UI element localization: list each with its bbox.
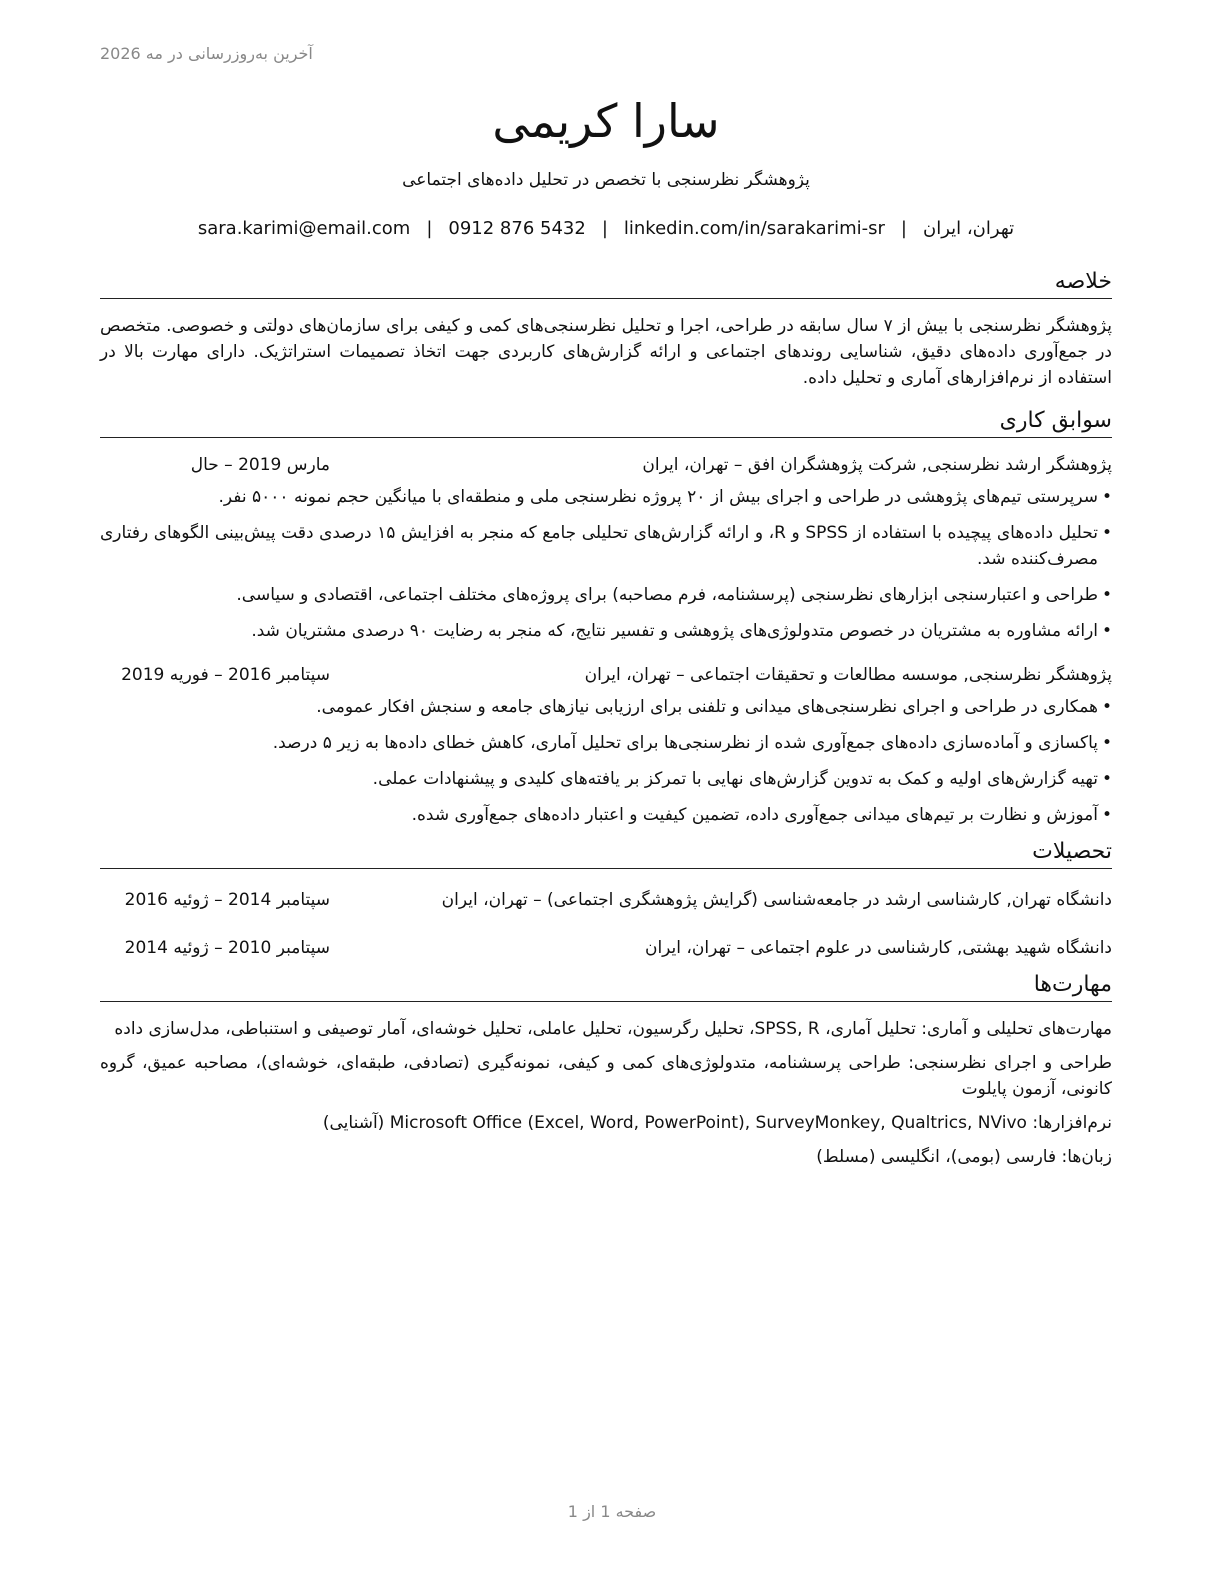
job-bullet: • پاکسازی و آماده‌سازی داده‌های جمع‌آوری شده از نظرسنجی‌ها برای تحلیل آماری، کاهش خطای داده‌ها به زیر ۵ درصد. <box>100 730 1112 756</box>
education-entry <box>100 935 1112 961</box>
professional-tagline: پژوهشگر نظرسنجی با تخصص در تحلیل داده‌های اجتماعی <box>402 170 810 190</box>
job-bullet: • سرپرستی تیم‌های پژوهشی در طراحی و اجرای بیش از ۲۰ پروژه نظرسنجی ملی و منطقه‌ای با میانگین حجم نمونه ۵۰۰۰ نفر. <box>100 484 1112 510</box>
contact-linkedin-link[interactable]: linkedin.com/in/sarakarimi-sr <box>623 218 885 239</box>
contact-phone: 0912 876 5432 <box>448 218 586 239</box>
job-entry <box>100 662 1112 828</box>
skill-line: نرم‌افزارها: Microsoft Office (Excel, Word, PowerPoint), SurveyMonkey, Qualtrics, NVivo (آشنایی) <box>322 1113 1112 1133</box>
summary-text: پژوهشگر نظرسنجی با بیش از ۷ سال سابقه در طراحی، اجرا و تحلیل نظرسنجی‌های کمی و کیفی برای سازمان‌های دولتی و خصوصی. متخصص در جمع‌آوری داده‌های دقیق، شناسایی روندهای اجتماعی و ارائه گزارش‌های کاربردی جهت اتخاذ تصمیمات استراتژیک. دارای مهارت بالا در استفاده از نرم‌افزارهای آماری و تحلیل داده. <box>100 316 1112 388</box>
summary-section-title: خلاصه <box>100 268 1112 299</box>
job-dates: مارس 2019 – حال <box>190 455 330 475</box>
job-header <box>100 452 1112 478</box>
job-bullet: • همکاری در طراحی و اجرای نظرسنجی‌های میدانی و تلفنی برای ارزیابی نیازهای جامعه و سنجش افکار عمومی. <box>100 694 1112 720</box>
education-section-title: تحصیلات <box>100 838 1112 869</box>
last-updated-note: آخرین به‌روزرسانی در مه 2026 <box>100 44 313 63</box>
job-bullet: • آموزش و نظارت بر تیم‌های میدانی جمع‌آوری داده، تضمین کیفیت و اعتبار داده‌های جمع‌آوری شده. <box>100 802 1112 828</box>
job-bullet: • طراحی و اعتبارسنجی ابزارهای نظرسنجی (پرسشنامه، فرم مصاحبه) برای پروژه‌های مختلف اجتماعی، اقتصادی و سیاسی. <box>100 582 1112 608</box>
job-bullet: • ارائه مشاوره به مشتریان در خصوص متدولوژی‌های پژوهشی و تفسیر نتایج، که منجر به رضایت ۹۰ درصدی مشتریان شد. <box>100 618 1112 644</box>
contact-separator: | <box>601 218 608 239</box>
experience-section-title: سوابق کاری <box>100 407 1112 438</box>
job-bullet: • تهیه گزارش‌های اولیه و کمک به تدوین گزارش‌های نهایی با تمرکز بر یافته‌های کلیدی و پیشنهادات عملی. <box>100 766 1112 792</box>
skills-section-title: مهارت‌ها <box>100 971 1112 1002</box>
contact-separator: | <box>900 218 907 239</box>
job-bullets <box>100 484 1112 644</box>
skill-line: مهارت‌های تحلیلی و آماری: تحلیل آماری، SPSS, R، تحلیل رگرسیون، تحلیل عاملی، تحلیل خوشه‌ای، آمار توصیفی و استنباطی، مدل‌سازی داده <box>114 1019 1112 1039</box>
job-header <box>100 662 1112 688</box>
contact-email-link[interactable]: sara.karimi@email.com <box>197 218 411 239</box>
contact-separator: | <box>426 218 433 239</box>
education-dates: سپتامبر 2010 – ژوئیه 2014 <box>124 938 330 958</box>
contact-line <box>100 216 1112 242</box>
education-dates: سپتامبر 2014 – ژوئیه 2016 <box>124 890 330 910</box>
skill-line: زبان‌ها: فارسی (بومی)، انگلیسی (مسلط) <box>816 1147 1112 1167</box>
person-name: سارا کریمی <box>492 94 720 148</box>
job-title: پژوهشگر نظرسنجی, موسسه مطالعات و تحقیقات اجتماعی – تهران، ایران <box>584 665 1112 685</box>
job-bullets <box>100 694 1112 828</box>
education-degree: دانشگاه تهران, کارشناسی ارشد در جامعه‌شناسی (گرایش پژوهشگری اجتماعی) – تهران، ایران <box>441 890 1112 910</box>
job-entry <box>100 452 1112 644</box>
skill-line: طراحی و اجرای نظرسنجی: طراحی پرسشنامه، متدولوژی‌های کمی و کیفی، نمونه‌گیری (تصادفی، طبقه‌ای، خوشه‌ای)، مصاحبه عمیق، گروه کانونی، آزمون پایلوت <box>100 1053 1112 1099</box>
education-entry <box>100 887 1112 913</box>
job-bullet: • تحلیل داده‌های پیچیده با استفاده از SPSS و R، و ارائه گزارش‌های تحلیلی جامع که منجر به افزایش ۱۵ درصدی دقت پیش‌بینی الگوهای رفتاری مصرف‌کننده شد. <box>100 520 1112 572</box>
resume-content <box>100 92 1112 1170</box>
job-title: پژوهشگر ارشد نظرسنجی, شرکت پژوهشگران افق – تهران، ایران <box>642 455 1112 475</box>
job-dates: سپتامبر 2016 – فوریه 2019 <box>121 665 330 685</box>
page-number: صفحه 1 از 1 <box>567 1502 657 1521</box>
contact-location: تهران، ایران <box>922 218 1015 239</box>
education-degree: دانشگاه شهید بهشتی, کارشناسی در علوم اجتماعی – تهران، ایران <box>644 938 1112 958</box>
